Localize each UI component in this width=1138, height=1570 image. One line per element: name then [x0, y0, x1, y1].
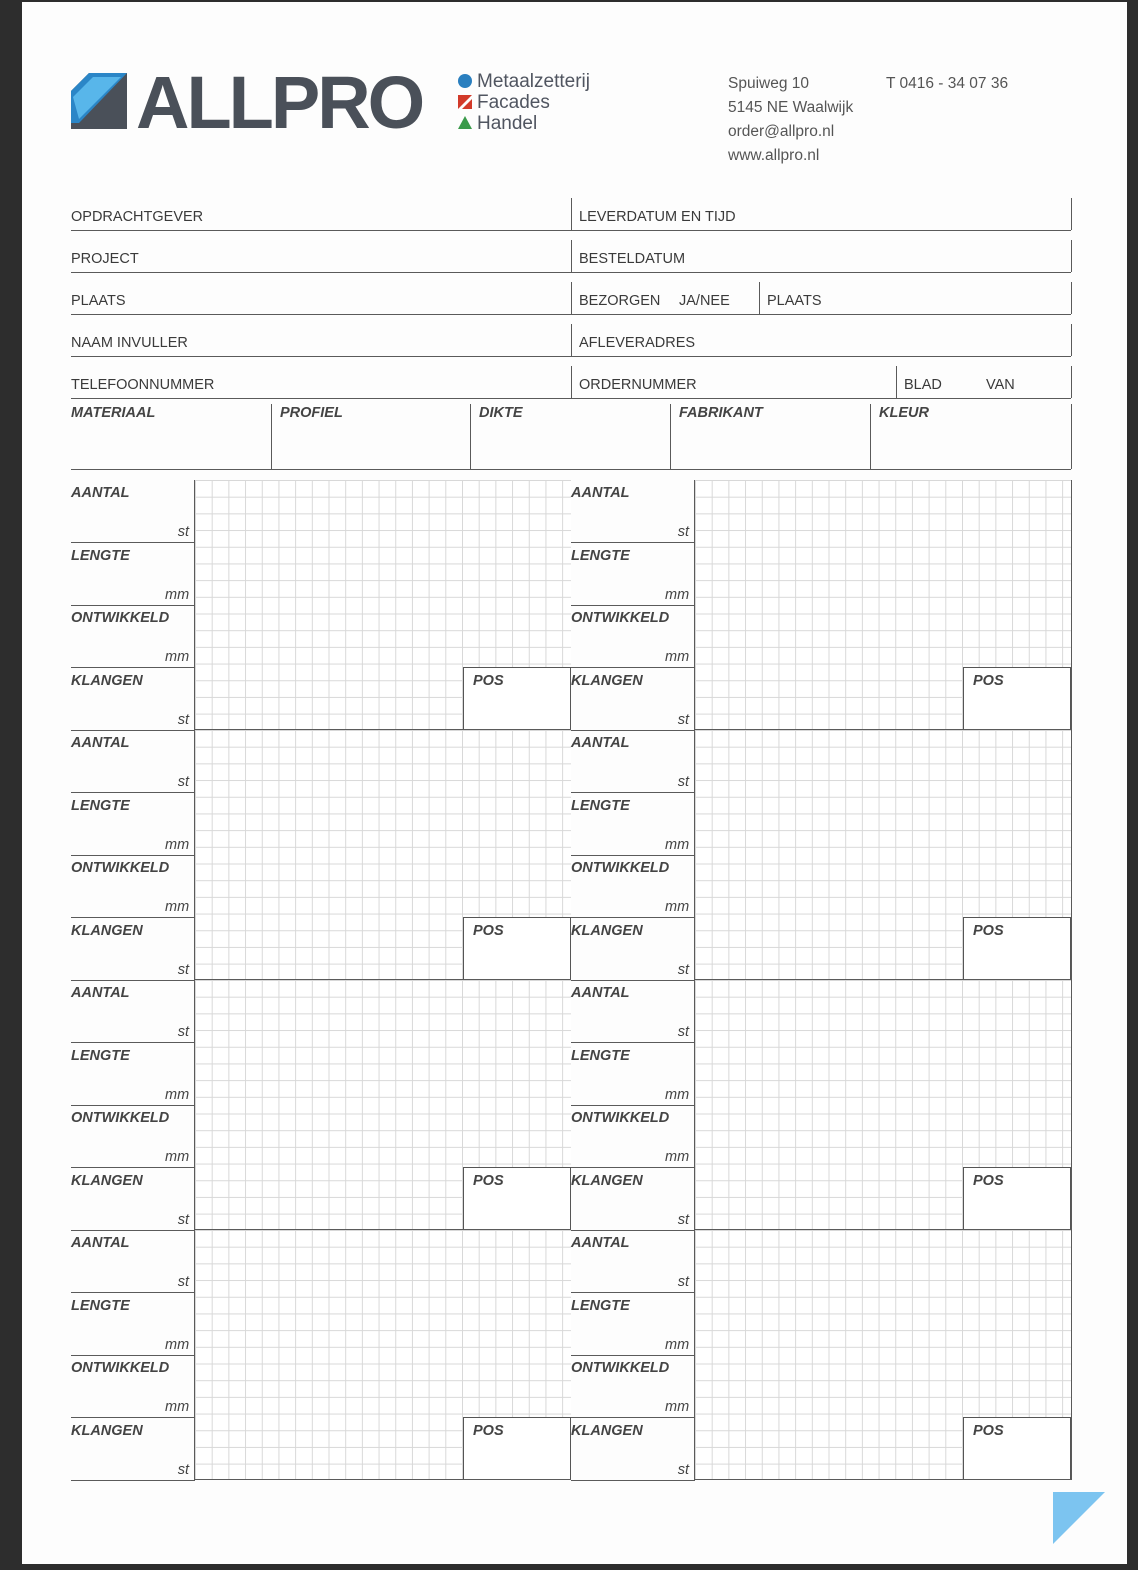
header-dikte-input[interactable] [470, 422, 670, 469]
label-ontwikkeld: ONTWIKKELD [71, 1110, 170, 1126]
klangen-input[interactable] [571, 690, 691, 728]
row-underline [71, 1167, 195, 1168]
field-line [71, 314, 571, 315]
lengte-input[interactable] [71, 815, 191, 853]
field-project-input[interactable] [71, 240, 571, 272]
field-line [71, 356, 571, 357]
header-materiaal-input[interactable] [71, 422, 271, 469]
header-kleur-input[interactable] [870, 422, 1071, 469]
unit-label: mm [165, 836, 190, 853]
lengte-input[interactable] [571, 1065, 691, 1103]
unit-label: st [177, 1024, 189, 1040]
label-ontwikkeld: ONTWIKKELD [71, 610, 170, 626]
label-ontwikkeld: ONTWIKKELD [71, 860, 170, 876]
header-kleur: KLEUR [879, 405, 929, 421]
field-line [571, 314, 1071, 315]
label-aantal: AANTAL [71, 985, 130, 1001]
item-block [71, 480, 571, 730]
field-line [571, 272, 1071, 273]
label-ontwikkeld: ONTWIKKELD [571, 1110, 670, 1126]
row-underline [71, 1417, 195, 1418]
ontwikkeld-input[interactable] [571, 877, 691, 915]
aantal-input[interactable] [71, 502, 191, 540]
field-ordernummer: ORDERNUMMER [579, 377, 697, 393]
unit-label: mm [165, 1336, 190, 1353]
label-klangen: KLANGEN [571, 672, 643, 689]
contact-phone: T 0416 - 34 07 36 [886, 75, 1009, 92]
item-block [571, 730, 1071, 980]
row-underline [571, 1480, 695, 1481]
field-divider [759, 282, 760, 314]
ontwikkeld-input[interactable] [71, 627, 191, 665]
row-underline [571, 542, 695, 543]
unit-label: st [677, 961, 689, 978]
metaal-icon [458, 74, 472, 88]
klangen-input[interactable] [571, 1190, 691, 1228]
lengte-input[interactable] [571, 565, 691, 603]
header-fabrikant-input[interactable] [670, 422, 870, 469]
row-underline [71, 605, 195, 606]
field-naam-invuller: NAAM INVULLER [71, 335, 188, 351]
corner-triangle-icon [1053, 1490, 1107, 1544]
unit-label: st [177, 1211, 189, 1228]
label-aantal: AANTAL [571, 1235, 630, 1251]
unit-label: mm [665, 899, 690, 915]
allpro-logo-icon [71, 73, 129, 131]
aantal-input[interactable] [71, 1002, 191, 1040]
header-dikte: DIKTE [479, 405, 523, 421]
ontwikkeld-input[interactable] [71, 1127, 191, 1165]
field-plaats-right: PLAATS [767, 293, 822, 309]
pos-label: POS [973, 1173, 1004, 1189]
unit-label: mm [665, 1149, 690, 1165]
pos-label: POS [973, 1423, 1004, 1439]
label-aantal: AANTAL [71, 485, 130, 501]
field-bezorgen: BEZORGEN [579, 293, 661, 309]
field-besteldatum: BESTELDATUM [579, 251, 686, 267]
label-klangen: KLANGEN [71, 1172, 143, 1189]
aantal-input[interactable] [71, 752, 191, 790]
row-underline [71, 667, 195, 668]
label-lengte: LENGTE [571, 797, 630, 814]
field-telefoonnummer: TELEFOONNUMMER [71, 377, 215, 393]
unit-label: st [677, 1024, 689, 1040]
material-bottom-line [71, 469, 1071, 470]
division-metaal: Metaalzetterij [477, 71, 590, 92]
field-plaats: PLAATS [71, 293, 126, 309]
label-klangen: KLANGEN [71, 1422, 143, 1439]
field-divider [1071, 198, 1072, 230]
facades-icon [458, 95, 472, 109]
ontwikkeld-input[interactable] [71, 877, 191, 915]
klangen-input[interactable] [571, 1440, 691, 1478]
aantal-input[interactable] [71, 1252, 191, 1290]
klangen-input[interactable] [71, 1440, 191, 1478]
klangen-input[interactable] [571, 940, 691, 978]
field-line [571, 398, 1071, 399]
pos-box[interactable] [463, 667, 571, 730]
unit-label: mm [665, 836, 690, 853]
row-underline [71, 1105, 195, 1106]
header-profiel-input[interactable] [271, 422, 470, 469]
field-line [571, 356, 1071, 357]
ontwikkeld-input[interactable] [571, 1127, 691, 1165]
klangen-input[interactable] [71, 1190, 191, 1228]
unit-label: st [177, 1274, 189, 1290]
pos-label: POS [973, 673, 1004, 689]
row-underline [71, 1042, 195, 1043]
aantal-input[interactable] [571, 752, 691, 790]
address-street: Spuiweg 10 [728, 75, 810, 92]
field-van: VAN [986, 377, 1015, 393]
pos-box[interactable] [963, 1417, 1071, 1480]
label-aantal: AANTAL [71, 1235, 130, 1251]
field-divider [1071, 240, 1072, 272]
pos-box[interactable] [963, 1167, 1071, 1230]
pos-label: POS [973, 923, 1004, 939]
material-divider [1071, 404, 1072, 469]
item-block [71, 1230, 571, 1480]
order-form-sheet [22, 2, 1127, 1564]
item-block [571, 980, 1071, 1230]
aantal-input[interactable] [571, 502, 691, 540]
unit-label: mm [665, 586, 690, 603]
row-underline [71, 542, 195, 543]
unit-label: mm [665, 1336, 690, 1353]
unit-label: st [677, 1461, 689, 1478]
block-bottom-line [195, 1479, 571, 1480]
field-line [71, 272, 571, 273]
unit-label: mm [165, 1399, 190, 1415]
unit-label: mm [165, 649, 190, 665]
pos-box[interactable] [463, 1417, 571, 1480]
lengte-input[interactable] [71, 565, 191, 603]
field-line [71, 398, 571, 399]
field-divider [896, 366, 897, 398]
contact-email: order@allpro.nl [728, 123, 835, 140]
field-leverdatum: LEVERDATUM EN TIJD [579, 209, 736, 225]
item-block [571, 1230, 1071, 1480]
lengte-input[interactable] [571, 815, 691, 853]
label-klangen: KLANGEN [571, 922, 643, 939]
unit-label: mm [665, 649, 690, 665]
label-lengte: LENGTE [571, 547, 630, 564]
label-klangen: KLANGEN [71, 672, 143, 689]
label-ontwikkeld: ONTWIKKELD [71, 1360, 170, 1376]
field-blad: BLAD [904, 377, 942, 393]
ontwikkeld-input[interactable] [571, 627, 691, 665]
row-underline [571, 917, 695, 918]
label-lengte: LENGTE [71, 797, 130, 814]
row-underline [571, 1167, 695, 1168]
unit-label: mm [165, 899, 190, 915]
unit-label: st [177, 774, 189, 790]
pos-label: POS [473, 923, 504, 939]
row-underline [71, 1480, 195, 1481]
unit-label: mm [165, 586, 190, 603]
field-project: PROJECT [71, 251, 139, 267]
row-underline [571, 855, 695, 856]
row-underline [71, 1292, 195, 1293]
field-plaats-input[interactable] [71, 282, 571, 314]
field-afleveradres: AFLEVERADRES [579, 335, 696, 351]
label-klangen: KLANGEN [571, 1172, 643, 1189]
row-underline [571, 605, 695, 606]
label-lengte: LENGTE [71, 1297, 130, 1314]
field-ja-nee: JA/NEE [679, 293, 730, 309]
field-divider [1071, 282, 1072, 314]
row-underline [71, 792, 195, 793]
row-underline [571, 1292, 695, 1293]
field-line [571, 230, 1071, 231]
row-underline [571, 1105, 695, 1106]
unit-label: st [177, 961, 189, 978]
row-underline [571, 667, 695, 668]
lengte-input[interactable] [571, 1315, 691, 1353]
field-divider [1071, 366, 1072, 398]
pos-box[interactable] [463, 917, 571, 980]
right-border [1071, 480, 1072, 1480]
label-ontwikkeld: ONTWIKKELD [571, 860, 670, 876]
row-underline [571, 1042, 695, 1043]
header-fabrikant: FABRIKANT [679, 405, 763, 421]
label-klangen: KLANGEN [571, 1422, 643, 1439]
pos-label: POS [473, 673, 504, 689]
row-underline [71, 1355, 195, 1356]
label-lengte: LENGTE [571, 1047, 630, 1064]
division-facades: Facades [477, 92, 550, 113]
unit-label: st [677, 711, 689, 728]
ontwikkeld-input[interactable] [71, 1377, 191, 1415]
contact-web: www.allpro.nl [728, 147, 820, 164]
item-block [71, 730, 571, 980]
label-lengte: LENGTE [571, 1297, 630, 1314]
field-divider [1071, 324, 1072, 356]
unit-label: mm [165, 1149, 190, 1165]
item-block [71, 980, 571, 1230]
label-ontwikkeld: ONTWIKKELD [571, 1360, 670, 1376]
block-bottom-line [695, 1479, 1071, 1480]
unit-label: st [177, 524, 189, 540]
pos-label: POS [473, 1423, 504, 1439]
field-line [71, 230, 571, 231]
klangen-input[interactable] [71, 940, 191, 978]
header-profiel: PROFIEL [280, 405, 343, 421]
label-lengte: LENGTE [71, 547, 130, 564]
unit-label: mm [165, 1086, 190, 1103]
label-aantal: AANTAL [71, 735, 130, 751]
label-ontwikkeld: ONTWIKKELD [571, 610, 670, 626]
unit-label: st [677, 1274, 689, 1290]
row-underline [71, 855, 195, 856]
label-aantal: AANTAL [571, 735, 630, 751]
division-handel: Handel [477, 113, 538, 134]
aantal-input[interactable] [571, 1002, 691, 1040]
address-city: 5145 NE Waalwijk [728, 99, 854, 116]
lengte-input[interactable] [71, 1315, 191, 1353]
handel-icon [458, 116, 472, 129]
pos-box[interactable] [963, 667, 1071, 730]
label-aantal: AANTAL [571, 985, 630, 1001]
field-opdrachtgever: OPDRACHTGEVER [71, 209, 204, 225]
pos-label: POS [473, 1173, 504, 1189]
pos-box[interactable] [963, 917, 1071, 980]
header-materiaal: MATERIAAL [71, 405, 156, 421]
unit-label: mm [665, 1399, 690, 1415]
unit-label: st [177, 1461, 189, 1478]
label-lengte: LENGTE [71, 1047, 130, 1064]
pos-box[interactable] [463, 1167, 571, 1230]
aantal-input[interactable] [571, 1252, 691, 1290]
ontwikkeld-input[interactable] [571, 1377, 691, 1415]
unit-label: st [677, 1211, 689, 1228]
unit-label: st [677, 524, 689, 540]
unit-label: st [177, 711, 189, 728]
label-aantal: AANTAL [571, 485, 630, 501]
item-block [571, 480, 1071, 730]
brand-name: ALLPRO [136, 61, 423, 144]
row-underline [571, 792, 695, 793]
row-underline [571, 1417, 695, 1418]
klangen-input[interactable] [71, 690, 191, 728]
unit-label: mm [665, 1086, 690, 1103]
lengte-input[interactable] [71, 1065, 191, 1103]
row-underline [71, 917, 195, 918]
unit-label: st [677, 774, 689, 790]
label-klangen: KLANGEN [71, 922, 143, 939]
row-underline [571, 1355, 695, 1356]
